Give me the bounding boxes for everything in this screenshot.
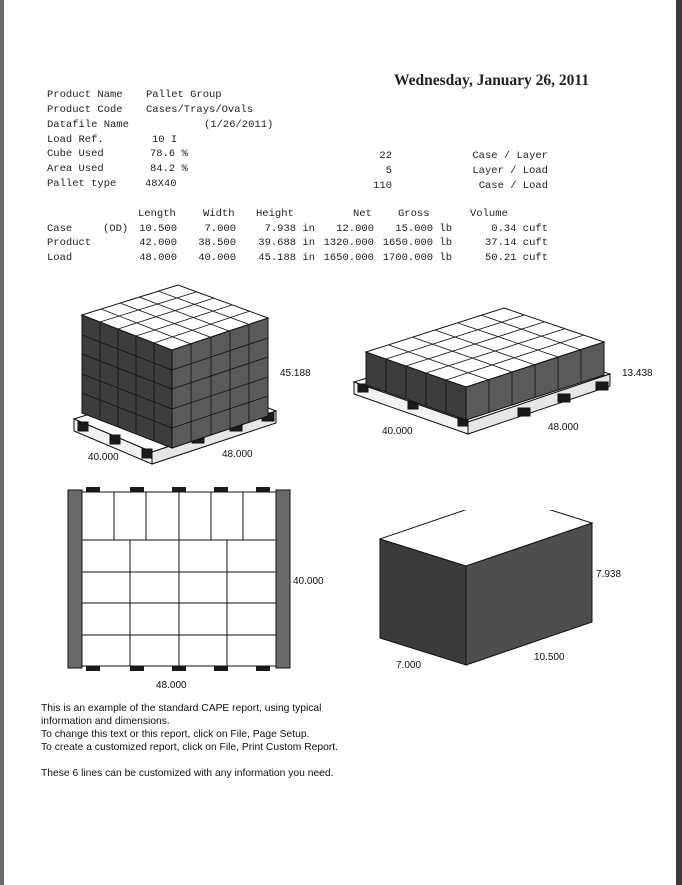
case-height-label: 7.938 [596, 569, 622, 580]
pallet-load-diagram [60, 280, 330, 470]
case-diagram [370, 510, 640, 675]
cell-width: 7.000 [204, 223, 236, 235]
cell-net: 1320.000 [323, 237, 374, 249]
info-value: 10 I [152, 134, 178, 146]
cell-net: 12.000 [336, 223, 374, 235]
layer-height-label: 13.438 [622, 368, 653, 379]
info-label: Product Name [47, 89, 123, 101]
cell-width: 40.000 [198, 252, 236, 264]
case-width-label: 7.000 [396, 660, 422, 671]
report-notes [41, 702, 338, 780]
col-header-height: Height [256, 208, 294, 220]
cell-length: 42.000 [139, 237, 177, 249]
load-length-label: 48.000 [222, 449, 253, 460]
layer-length-label: 48.000 [548, 422, 579, 433]
info-label: Datafile Name [47, 119, 129, 131]
info-value: (1/26/2011) [204, 119, 274, 131]
col-header-length: Length [138, 208, 176, 220]
info-label: Area Used [47, 163, 104, 175]
row-tag: (OD) [103, 223, 129, 235]
top-view-length-label: 48.000 [156, 680, 187, 691]
info-value: 78.6 % [150, 148, 188, 160]
info-label: Load Ref. [47, 134, 104, 146]
note-line: These 6 lines can be customized with any information you need. [41, 768, 334, 779]
report-date: Wednesday, January 26, 2011 [394, 72, 590, 89]
col-header-width: Width [203, 208, 235, 220]
cell-length: 10.500 [139, 223, 177, 235]
info-label: Pallet type [47, 178, 117, 190]
case-length-label: 10.500 [534, 652, 565, 663]
cell-net: 1650.000 [323, 252, 374, 264]
count-label: Layer / Load [472, 165, 548, 177]
top-view-width-label: 40.000 [293, 576, 324, 587]
count-value: 110 [373, 180, 392, 192]
row-label: Product [47, 237, 92, 249]
info-value: Pallet Group [146, 89, 222, 101]
load-width-label: 40.000 [88, 452, 119, 463]
col-header-volume: Volume [470, 208, 508, 220]
layer-width-label: 40.000 [382, 426, 413, 437]
page-left-edge [0, 0, 4, 885]
cell-volume: 37.14 cuft [484, 237, 548, 249]
col-header-gross: Gross [398, 208, 430, 220]
note-line: To create a customized report, click on File, Print Custom Report. [41, 742, 339, 753]
cell-gross: 1650.000 lb [382, 237, 452, 249]
pallet-layer-diagram [348, 300, 658, 450]
note-line: To change this text or this report, click on File, Page Setup. [41, 729, 310, 740]
layer-pattern-top-view [60, 484, 340, 694]
note-line: information and dimensions. [41, 716, 170, 727]
page-right-edge [676, 0, 682, 885]
cell-gross: 1700.000 lb [382, 252, 452, 264]
info-value: 48X40 [145, 178, 177, 190]
count-label: Case / Layer [472, 150, 548, 162]
count-value: 5 [385, 165, 392, 177]
cell-length: 48.000 [139, 252, 177, 264]
cell-height: 39.688 in [258, 237, 315, 249]
count-label: Case / Load [478, 180, 548, 192]
load-height-label: 45.188 [280, 368, 311, 379]
cell-volume: 0.34 cuft [491, 223, 548, 235]
cell-height: 7.938 in [264, 223, 315, 235]
cell-gross: 15.000 lb [395, 223, 452, 235]
cell-height: 45.188 in [258, 252, 315, 264]
cell-volume: 50.21 cuft [484, 252, 548, 264]
info-label: Product Code [47, 104, 123, 116]
note-line: This is an example of the standard CAPE report, using typical [41, 703, 322, 714]
info-label: Cube Used [47, 148, 104, 160]
cell-width: 38.500 [198, 237, 236, 249]
info-value: 84.2 % [150, 163, 188, 175]
count-value: 22 [379, 150, 392, 162]
row-label: Load [47, 252, 73, 264]
info-value: Cases/Trays/Ovals [146, 104, 254, 116]
row-label: Case [47, 223, 73, 235]
col-header-net: Net [353, 208, 372, 220]
note-line [41, 754, 338, 767]
